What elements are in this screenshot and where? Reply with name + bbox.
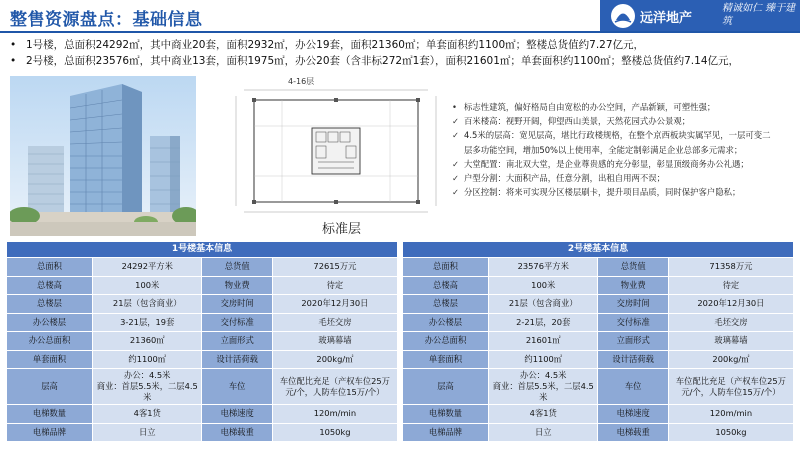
bullet-dot-icon: •	[10, 39, 17, 51]
table-row: 总楼高 100米 物业费 待定	[7, 276, 398, 295]
feature-item: ✓ 4.5米的层高：宽见层高，堪比行政楼规格，在整个京西板块实属罕见，一层可变二	[452, 128, 797, 142]
table-row: 办公总面积 21360㎡ 立面形式 玻璃幕墙	[7, 332, 398, 351]
table-row: 总楼高 100米 物业费 待定	[403, 276, 794, 295]
table-title: 2号楼基本信息	[403, 242, 794, 258]
summary-bullet	[10, 53, 795, 69]
summary-bullets	[10, 37, 795, 69]
table-row: 电梯品牌 日立 电梯载重 1050kg	[403, 423, 794, 442]
feature-item: ✓ 百米楼高：视野开阔，仰望西山美景，天然花园式办公景观；	[452, 114, 797, 128]
feature-item: ✓ 分区控制：将来可实现分区楼层刷卡，提升项目品质，同时保护客户隐私；	[452, 185, 797, 199]
building-2-info-table	[402, 241, 794, 442]
checkmark-icon: ✓	[452, 187, 460, 198]
floor-range-label: 4-16层	[288, 77, 315, 86]
floor-plan-drawing	[232, 86, 440, 216]
feature-item: • 标志性建筑，偏好格局自由宽松的办公空间，产品新颖，可塑性强；	[452, 100, 797, 114]
checkmark-icon: ✓	[452, 130, 460, 141]
building-photo	[10, 76, 196, 236]
feature-item-continued: 层多功能空间，增加50%以上使用率，全能定制彰满足企业总部多元需求；	[464, 144, 743, 155]
page-title: 整售资源盘点：基础信息	[10, 10, 203, 30]
table-row: 办公楼层 2-21层，20套 交付标准 毛坯交房	[403, 313, 794, 332]
feature-list	[452, 100, 797, 199]
floor-plan-caption: 标准层	[322, 222, 362, 237]
table-row: 单套面积 约1100㎡ 设计活荷载 200kg/㎡	[7, 350, 398, 369]
checkmark-icon: ✓	[452, 158, 460, 169]
bullet-dot-icon: •	[10, 55, 17, 67]
feature-item: ✓ 户型分割：大面积产品，任意分割，出租自用两不误；	[452, 171, 797, 185]
summary-bullet	[10, 37, 795, 53]
table-row: 单套面积 约1100㎡ 设计活荷载 200kg/㎡	[403, 350, 794, 369]
table-row: 办公楼层 3-21层，19套 交付标准 毛坯交房	[7, 313, 398, 332]
feature-item: ✓ 大堂配置：南北双大堂，是企业尊贵感的充分彰显，彰显顶级商务办公礼遇；	[452, 157, 797, 171]
table-row: 总楼层 21层（包含商业） 交房时间 2020年12月30日	[7, 295, 398, 314]
table-row: 层高 办公：4.5米 商业：首层5.5米，二层4.5米 车位 车位配比充足（产权车位25万元/个，人防车位15万/个）	[403, 369, 794, 405]
table-row: 总楼层 21层（包含商业） 交房时间 2020年12月30日	[403, 295, 794, 314]
table-title: 1号楼基本信息	[7, 242, 398, 258]
brand-slogan: 精诚如仁 臻于建筑	[722, 3, 796, 27]
checkmark-icon: ✓	[452, 173, 460, 184]
small-bullet-icon: •	[452, 102, 457, 112]
brand-name: 远洋地产	[640, 11, 693, 26]
header	[0, 0, 800, 32]
table-row: 层高 办公：4.5米 商业：首层5.5米，二层4.5米 车位 车位配比充足（产权车位25万元/个，人防车位15万/个）	[7, 369, 398, 405]
table-row: 电梯品牌 日立 电梯载重 1050kg	[7, 423, 398, 442]
table-row: 电梯数量 4客1货 电梯速度 120m/min	[403, 405, 794, 424]
company-logo-icon	[610, 3, 636, 29]
building-1-info-table	[6, 241, 398, 442]
table-row: 总面积 24292平方米 总货值 72615万元	[7, 258, 398, 277]
summary-bullet-text: 2号楼，总面积23576㎡，其中商业13套，面积1975㎡，办公20套（含非标272㎡1套），面积21601㎡；单套面积约1100㎡；整楼总货值约7.14亿元，	[26, 55, 739, 67]
header-divider	[0, 31, 800, 33]
checkmark-icon: ✓	[452, 116, 460, 127]
table-row: 总面积 23576平方米 总货值 71358万元	[403, 258, 794, 277]
table-row: 电梯数量 4客1货 电梯速度 120m/min	[7, 405, 398, 424]
table-row: 办公总面积 21601㎡ 立面形式 玻璃幕墙	[403, 332, 794, 351]
summary-bullet-text: 1号楼，总面积24292㎡，其中商业20套，面积2932㎡，办公19套，面积21360㎡；单套面积约1100㎡；整楼总货值约7.27亿元，	[26, 39, 645, 51]
